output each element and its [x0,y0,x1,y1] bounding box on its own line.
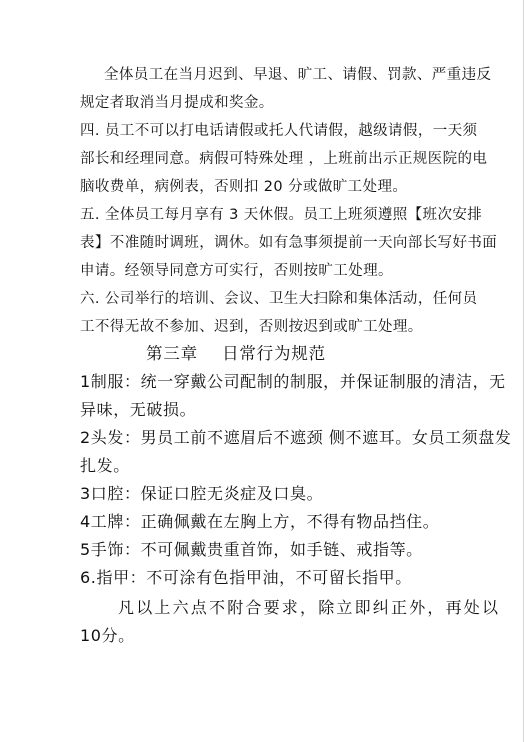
rule-line: 扎发。 [80,456,130,475]
item-six-line: 工不得无故不参加、迟到，否则按迟到或旷工处理。 [80,319,423,335]
item-five-line: 表】不准随时调班，调休。如有急事须提前一天向部长写好书面 [80,235,498,251]
item-five-line: 五. 全体员工每月享有 3 天休假。员工上班须遵照【班次安排 [80,207,483,223]
item-six-line: 六. 公司举行的培训、会议、卫生大扫除和集体活动，任何员 [80,291,478,307]
rule-line: 3口腔：保证口腔无炎症及口臭。 [80,484,324,503]
item-five-line: 申请。经领导同意方可实行，否则按旷工处理。 [80,263,393,279]
item-four-line: 部长和经理同意。病假可特殊处理 ，上班前出示正规医院的电 [80,151,488,167]
rule-line: 2头发：男员工前不遮眉后不遮颈 侧不遮耳。女员工须盘发 [80,428,512,447]
rule-line: 5手饰：不可佩戴贵重首饰，如手链、戒指等。 [80,540,423,559]
rule-line: 6.指甲：不可涂有色指甲油，不可留长指甲。 [80,568,412,587]
chapter-heading: 第三章 日常行为规范 [146,344,326,363]
intro-paragraph-line: 规定者取消当月提成和奖金。 [80,95,274,111]
rule-line: 4工牌：正确佩戴在左胸上方，不得有物品挡住。 [80,512,440,531]
item-four-line: 四. 员工不可以打电话请假或托人代请假，越级请假，一天须 [80,123,478,139]
intro-paragraph-line: 全体员工在当月迟到、早退、旷工、请假、罚款、严重违反 [104,67,492,83]
rule-line: 1制服：统一穿戴公司配制的制服，并保证制服的清洁，无 [80,372,506,391]
conclusion-line: 凡以上六点不附合要求，除立即纠正外，再处以 [118,598,501,617]
item-four-line: 脑收费单，病例表，否则扣 20 分或做旷工处理。 [80,179,408,195]
conclusion-line: 10分。 [80,626,135,645]
rule-line: 异味，无破损。 [80,400,197,419]
